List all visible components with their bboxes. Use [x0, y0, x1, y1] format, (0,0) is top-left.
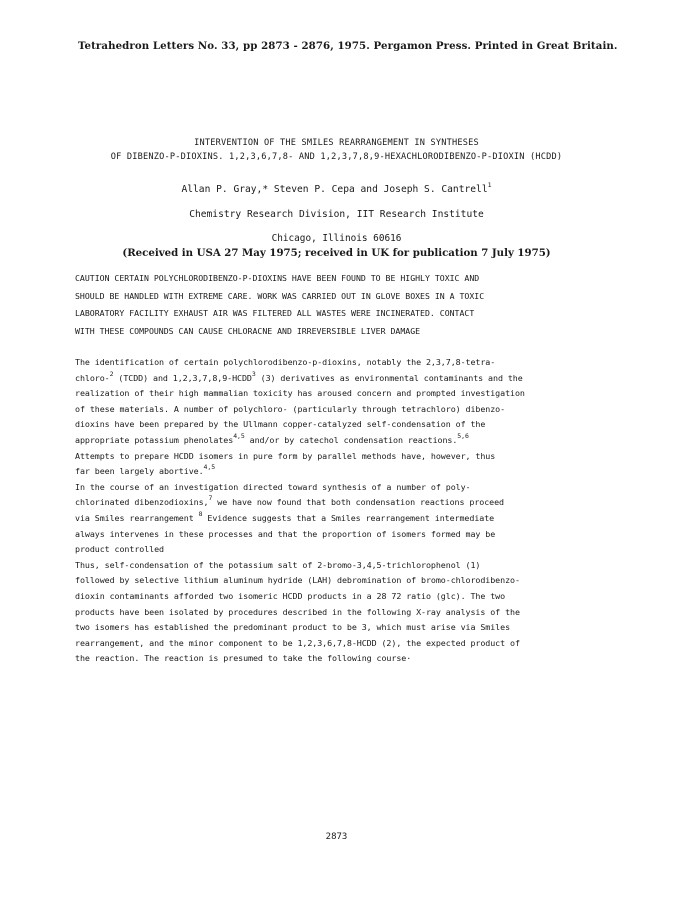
line-text: of these materials. A number of polychloro- (particularly through tetrachloro) dibenzo- [75, 403, 506, 414]
caution-notice [75, 270, 615, 340]
body-line [75, 464, 635, 480]
citation-marker: 4,5 [233, 431, 245, 440]
line-text: always intervenes in these processes and that the proportion of isomers formed may be [75, 528, 496, 539]
body-line [75, 371, 635, 387]
running-head: Tetrahedron Letters No. 33, pp 2873 - 2876, 1975. Pergamon Press. Printed in Great Britain. [78, 40, 618, 52]
line-text: the reaction. The reaction is presumed to take the following course· [75, 653, 412, 664]
article-title-line-1: INTERVENTION OF THE SMILES REARRANGEMENT IN SYNTHESES [194, 138, 479, 148]
line-text: Evidence suggests that a Smiles rearrangement intermediate [202, 512, 495, 523]
author-line [0, 181, 673, 195]
body-line [75, 636, 635, 652]
citation-marker: 4,5 [203, 463, 216, 472]
line-text: The identification of certain polychlorodibenzo-p-dioxins, notably the 2,3,7,8-tetra- [75, 357, 496, 367]
body-line [75, 527, 635, 543]
article-title-line-2: OF DIBENZO-P-DIOXINS. 1,2,3,6,7,8- AND 1,2,3,7,8,9-HEXACHLORODIBENZO-P-DIOXIN (HCDD) [110, 152, 563, 162]
body-line [75, 620, 635, 636]
line-text: (3) derivatives as environmental contaminants and the [255, 372, 523, 383]
line-text: rearrangement, and the minor component to be 1,2,3,6,7,8-HCDD (2), the expected product of [75, 637, 520, 648]
body-line [75, 402, 635, 418]
caution-line: WITH THESE COMPOUNDS CAN CAUSE CHLORACNE AND IRREVERSIBLE LIVER DAMAGE [75, 325, 421, 336]
citation-marker: 3 [251, 369, 256, 378]
caution-line: CAUTION CERTAIN POLYCHLORODIBENZO-P-DIOXINS HAVE BEEN FOUND TO BE HIGHLY TOXIC AND [75, 273, 480, 283]
author-names: Allan P. Gray,* Steven P. Cepa and Joseph S. Cantrell [181, 184, 488, 195]
line-text: (TCDD) and 1,2,3,7,8,9-HCDD [113, 372, 252, 383]
body-line [75, 542, 635, 558]
citation-marker: 5,6 [457, 431, 469, 440]
line-text: product controlled [75, 544, 164, 555]
line-text: Thus, self-condensation of the potassium salt of 2-bromo-3,4,5-trichlorophenol (1) [75, 559, 481, 570]
body-line [75, 511, 635, 527]
line-text: via Smiles rearrangement [75, 512, 199, 523]
body-line [75, 417, 635, 433]
line-text: In the course of an investigation directed toward synthesis of a number of poly- [75, 481, 471, 492]
body-line [75, 605, 635, 621]
citation-marker: 2 [109, 369, 114, 378]
body-line [75, 480, 635, 496]
line-text: dioxin contaminants afforded two isomeric HCDD products in a 28 72 ratio (glc). The two [75, 590, 506, 601]
body-line [75, 651, 635, 667]
affiliation-city: Chicago, Illinois 60616 [271, 233, 402, 244]
line-text: chlorinated dibenzodioxins, [75, 497, 209, 508]
body-line [75, 573, 635, 589]
line-text: we have now found that both condensation reactions proceed [212, 497, 504, 508]
line-text: realization of their high mammalian toxicity has aroused concern and prompted investigation [75, 388, 525, 399]
line-text: followed by selective lithium aluminum hydride (LAH) debromination of bromo-chlorodibenzo- [75, 575, 520, 586]
line-text: appropriate potassium phenolates [75, 434, 234, 445]
author-footnote-marker: 1 [487, 181, 492, 189]
caution-line: SHOULD BE HANDLED WITH EXTREME CARE. WORK WAS CARRIED OUT IN GLOVE BOXES IN A TOXIC [75, 290, 485, 301]
body-line [75, 355, 635, 371]
line-text: chloro- [75, 372, 110, 383]
line-text: dioxins have been prepared by the Ullmann copper-catalyzed self-condensation of the [75, 419, 486, 430]
line-text: far been largely abortive. [75, 466, 204, 477]
caution-line: LABORATORY FACILITY EXHAUST AIR WAS FILTERED ALL WASTES WERE INCINERATED. CONTACT [75, 308, 475, 319]
line-text: products have been isolated by procedures described in the following X-ray analysis of the [75, 606, 520, 617]
page-number: 2873 [325, 832, 348, 842]
body-line [75, 386, 635, 402]
line-text: two isomers has established the predominant product to be 3, which must arise via Smiles [75, 622, 511, 633]
citation-marker: 8 [198, 509, 203, 518]
body-text [75, 355, 635, 667]
body-line [75, 495, 635, 511]
body-line [75, 433, 635, 449]
citation-marker: 7 [208, 494, 213, 503]
body-line [75, 449, 635, 465]
line-text: and/or by catechol condensation reactions. [244, 434, 458, 445]
body-line [75, 589, 635, 605]
body-line [75, 558, 635, 574]
received-dates: (Received in USA 27 May 1975; received in UK for publication 7 July 1975) [122, 247, 551, 259]
line-text: Attempts to prepare HCDD isomers in pure form by parallel methods have, however, thus [75, 450, 496, 461]
affiliation: Chemistry Research Division, IIT Research Institute [189, 209, 484, 220]
